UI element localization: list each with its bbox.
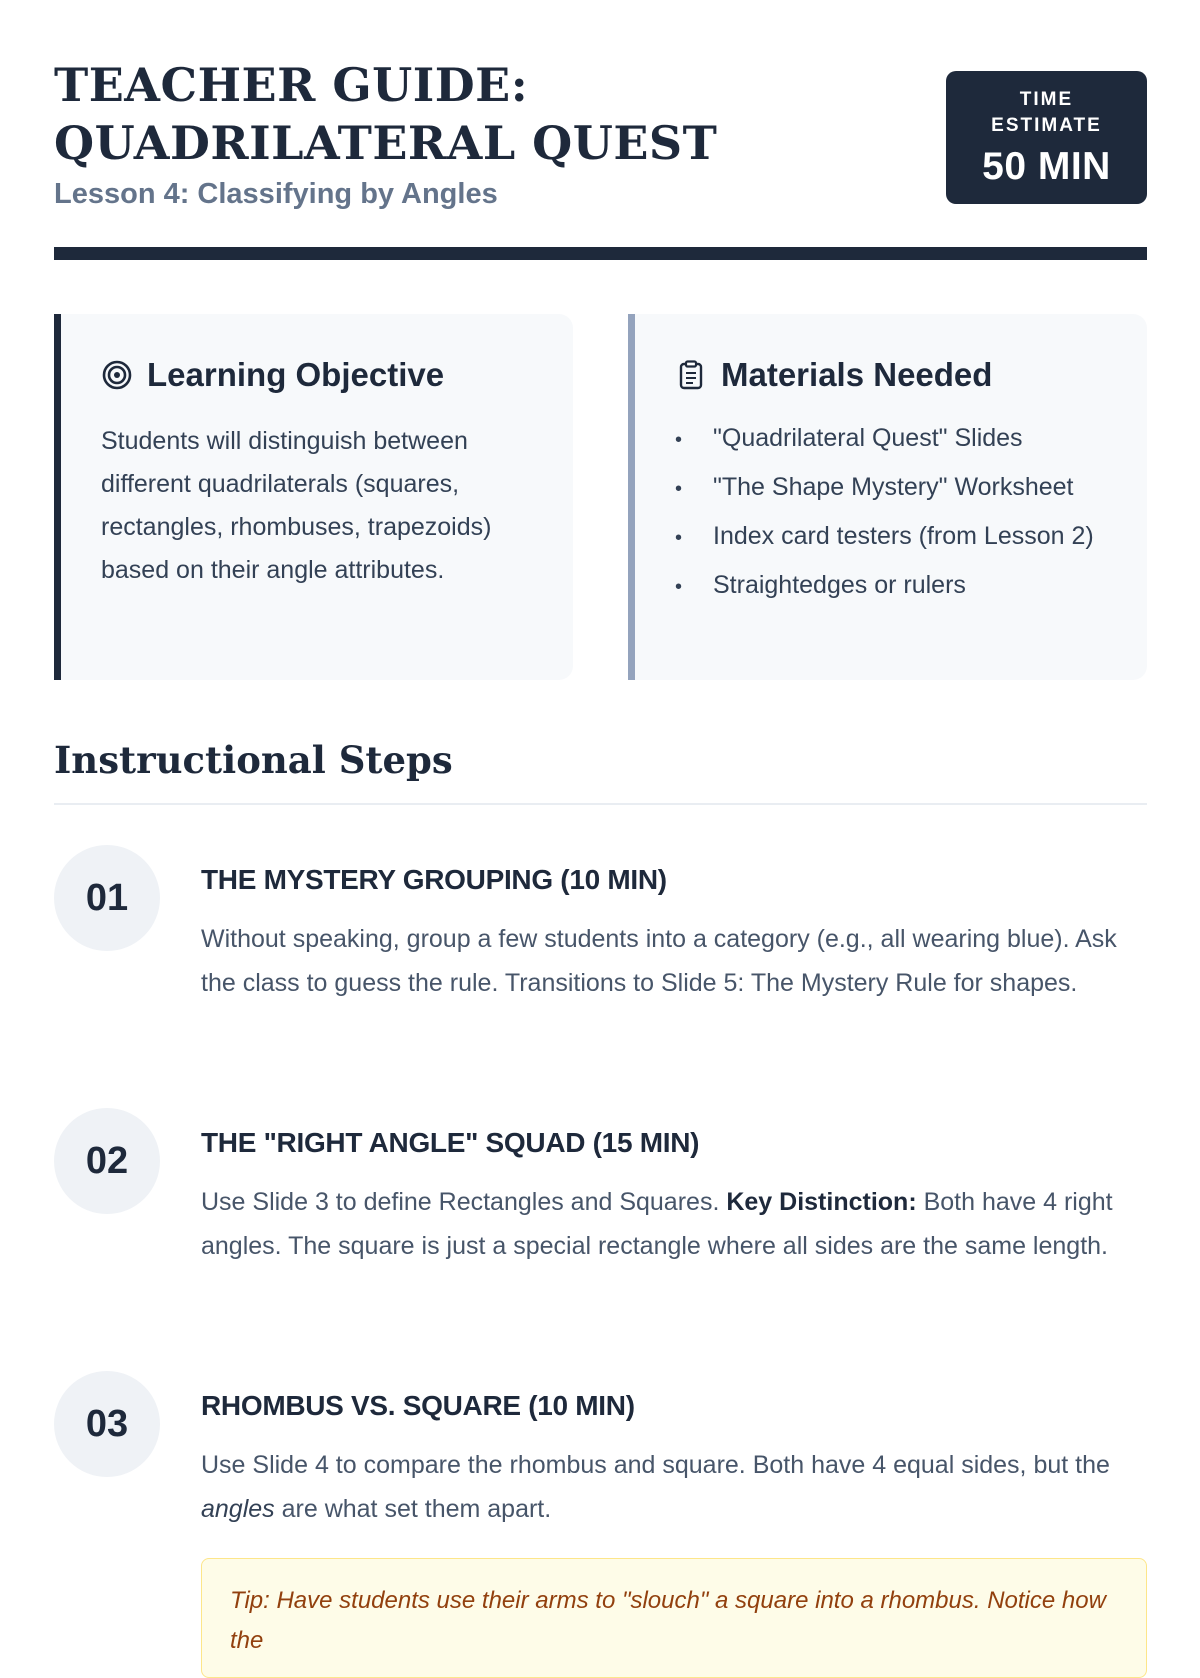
objective-title: Learning Objective — [147, 356, 445, 393]
step-title: THE MYSTERY GROUPING (10 MIN) — [201, 864, 667, 895]
step-body: Without speaking, group a few students into a category (e.g., all wearing blue). Ask the class to guess the rule. Transitions to Slide 5: The Mystery Rule for shapes. — [201, 925, 1117, 997]
steps-divider — [54, 803, 1147, 805]
lesson-subtitle: Lesson 4: Classifying by Angles — [54, 178, 498, 210]
step-number: 02 — [54, 1108, 160, 1214]
step-number: 03 — [54, 1371, 160, 1477]
materials-list-item: • "Quadrilateral Quest" Slides — [675, 424, 1023, 452]
step-title: THE "RIGHT ANGLE" SQUAD (15 MIN) — [201, 1127, 700, 1158]
time-estimate-label: TIME ESTIMATE — [991, 89, 1102, 136]
teacher-guide-page — [54, 0, 1147, 1654]
page-title: TEACHER GUIDE: QUADRILATERAL QUEST — [54, 58, 718, 170]
time-estimate-badge — [946, 71, 1147, 204]
objective-text: Students will distinguish between different quadrilaterals (squares, rectangles, rhombuses, trapezoids) based on their angle attributes. — [101, 427, 492, 584]
target-icon — [101, 359, 133, 391]
materials-header — [675, 356, 992, 394]
materials-list-item: • "The Shape Mystery" Worksheet — [675, 473, 1074, 501]
time-estimate-value: 50 MIN — [982, 145, 1111, 188]
teaching-tip: Tip: Have students use their arms to "slouch" a square into a rhombus. Notice how the — [201, 1558, 1147, 1678]
step-body: Use Slide 3 to define Rectangles and Squares. Key Distinction: Both have 4 right angles. The square is just a special rectangle where all sides are the same length. — [201, 1188, 1113, 1260]
steps-heading: Instructional Steps — [54, 738, 453, 782]
step-body: Use Slide 4 to compare the rhombus and square. Both have 4 equal sides, but the angles are what set them apart. — [201, 1451, 1110, 1523]
clipboard-icon — [675, 359, 707, 391]
materials-list — [675, 418, 1115, 614]
materials-list-item: • Straightedges or rulers — [675, 571, 966, 599]
materials-list-item: • Index card testers (from Lesson 2) — [675, 522, 1094, 550]
angles-emphasis: angles — [201, 1494, 275, 1523]
header-divider — [54, 247, 1147, 260]
page-header — [54, 0, 1147, 262]
step-title: RHOMBUS VS. SQUARE (10 MIN) — [201, 1390, 635, 1421]
objective-header — [101, 356, 444, 394]
materials-card — [628, 314, 1147, 680]
materials-title: Materials Needed — [721, 356, 993, 393]
key-distinction-label: Key Distinction: — [726, 1188, 917, 1216]
info-cards — [54, 314, 1147, 680]
learning-objective-card — [54, 314, 573, 680]
step-number: 01 — [54, 845, 160, 951]
